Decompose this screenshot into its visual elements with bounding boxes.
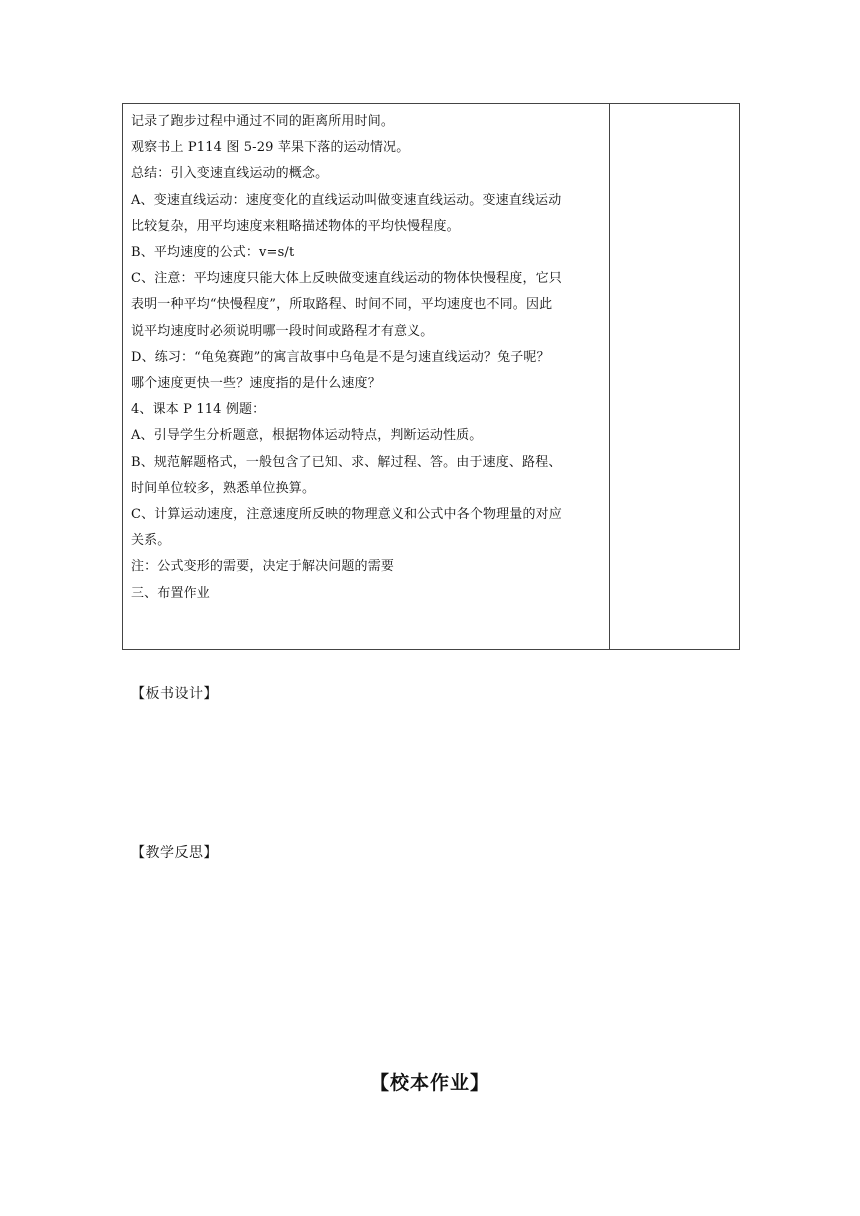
board-design-heading: 【板书设计】 — [131, 686, 218, 702]
lesson-line: 4、课本 P 114 例题： — [131, 402, 266, 418]
lesson-content-cell — [123, 104, 610, 649]
lesson-line: 注：公式变形的需要，决定于解决问题的需要 — [131, 559, 395, 575]
school-homework-heading: 【校本作业】 — [369, 1072, 490, 1094]
lesson-line: 三、布置作业 — [131, 585, 210, 601]
lesson-line: 比较复杂，用平均速度来粗略描述物体的平均快慢程度。 — [131, 218, 460, 234]
teaching-reflection-heading: 【教学反思】 — [131, 845, 218, 861]
lesson-line: 记录了跑步过程中通过不同的距离所用时间。 — [131, 114, 395, 129]
lesson-line: 总结：引入变速直线运动的概念。 — [131, 166, 329, 182]
lesson-line: 表明一种平均“快慢程度”，所取路程、时间不同，平均速度也不同。因此 — [131, 297, 553, 313]
lesson-line: 说平均速度时必须说明哪一段时间或路程才有意义。 — [131, 323, 434, 339]
lesson-line: D、练习：“龟兔赛跑”的寓言故事中乌龟是不是匀速直线运动？兔子呢？ — [131, 349, 550, 365]
lesson-line: A、引导学生分析题意，根据物体运动特点，判断运动性质。 — [131, 428, 483, 444]
lesson-line: C、计算运动速度，注意速度所反映的物理意义和公式中各个物理量的对应 — [131, 507, 562, 523]
lesson-line: B、规范解题格式，一般包含了已知、求、解过程、答。由于速度、路程、 — [131, 454, 562, 470]
notes-cell — [610, 104, 739, 649]
lesson-line: B、平均速度的公式：v=s/t — [131, 245, 295, 261]
lesson-line: 哪个速度更快一些？速度指的是什么速度？ — [131, 376, 381, 392]
lesson-line: 观察书上 P114 图 5-29 苹果下落的运动情况。 — [131, 140, 410, 156]
lesson-line: C、注意：平均速度只能大体上反映做变速直线运动的物体快慢程度，它只 — [131, 271, 562, 287]
lesson-line: 时间单位较多，熟悉单位换算。 — [131, 480, 316, 496]
lesson-line: A、变速直线运动：速度变化的直线运动叫做变速直线运动。变速直线运动 — [131, 192, 562, 208]
lesson-table — [122, 103, 740, 650]
lesson-line: 关系。 — [131, 533, 171, 549]
